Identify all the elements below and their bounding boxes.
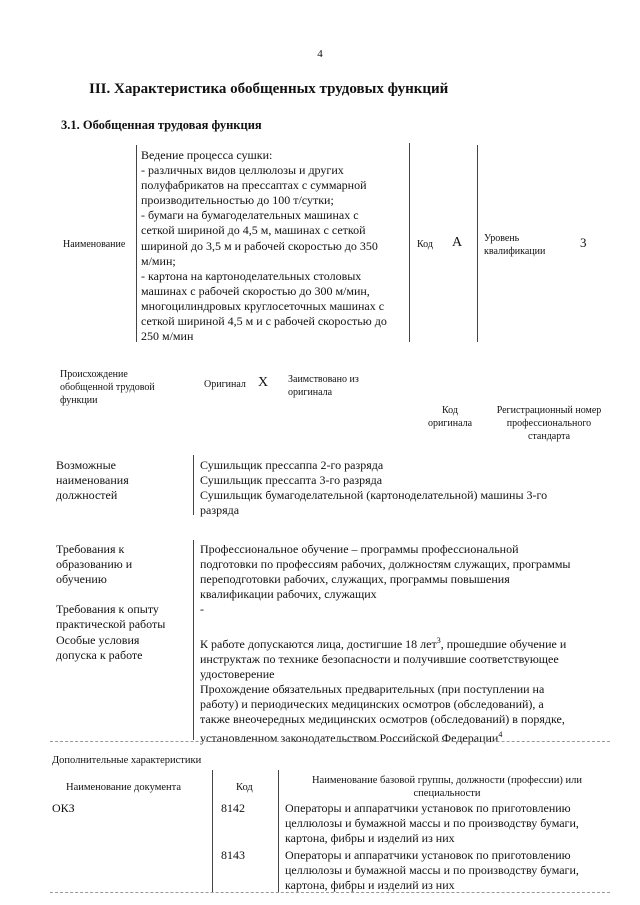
experience-value: - — [200, 602, 204, 616]
code-value: А — [452, 235, 463, 250]
additional-title: Дополнительные характеристики — [52, 755, 202, 766]
divider — [50, 741, 610, 742]
col-code-header: Код — [236, 782, 253, 793]
education-value: Профессиональное обучение – программы профессиональной подготовки по профессиям рабочих, должностям служащих, программы переподготовки рабочих, служащих, программы повышения квалификации рабочих, служащих — [200, 542, 571, 601]
table-border — [136, 145, 137, 342]
original-mark: X — [258, 375, 269, 390]
code-label: Код — [417, 239, 433, 250]
original-label: Оригинал — [204, 379, 246, 390]
table-border — [477, 145, 478, 342]
table-row-name: Операторы и аппаратчики установок по приготовлению целлюлозы и бумажной массы и по производству бумаги, картона, фибры и изделий из них — [285, 848, 579, 892]
education-label: Требования к образованию и обучению — [56, 542, 133, 586]
origin-label: Происхождение обобщенной трудовой функции — [60, 369, 155, 406]
table-border — [193, 540, 194, 740]
page-number: 4 — [317, 48, 323, 60]
table-row-doc: ОКЗ — [52, 801, 75, 815]
special-value: К работе допускаются лица, достигшие 18 лет$^3$, прошедшие обучение и инструктаж по технике безопасности и получившие соответствующее удостоверение Прохождение обязательных предварительных (при поступлении на работу) и периодических медицинских осмотров (обследований), а также внеочередных медицинских осмотров (обследований) в порядке, установленном законодательством Российской Федерации$^4$ — [200, 636, 567, 745]
table-border — [212, 770, 213, 892]
code-original-label: Код оригинала — [427, 405, 473, 429]
table-border — [278, 770, 279, 892]
special-label: Особые условия допуска к работе — [56, 633, 143, 662]
table-row-name: Операторы и аппаратчики установок по приготовлению целлюлозы и бумажной массы и по производству бумаги, картона, фибры и изделий из них — [285, 801, 579, 845]
col-name-header: Наименование базовой группы, должности (профессии) или специальности — [311, 775, 583, 799]
table-row-code: 8142 — [221, 801, 245, 815]
positions-value: Сушильщик прессаппа 2-го разряда Сушильщик прессапта 3-го разряда Сушильщик бумагоделательной (картоноделательной) машины 3-го разряда — [200, 458, 548, 517]
name-label: Наименование — [63, 239, 126, 250]
level-label: Уровень квалификации — [484, 233, 546, 257]
level-value: 3 — [580, 235, 587, 250]
subsection-title: 3.1. Обобщенная трудовая функция — [61, 118, 262, 132]
table-border — [409, 143, 410, 342]
positions-label: Возможные наименования должностей — [56, 458, 129, 502]
table-border — [193, 455, 194, 515]
borrowed-label: Заимствовано из оригинала — [288, 374, 359, 398]
function-name: Ведение процесса сушки: - различных видов целлюлозы и других полуфабрикатов на прессаптах с суммарной производительностью до 100 т/сутки; - бумаги на бумагоделательных машинах с сеткой шириной до 4,5 м, машинах с сеткой шириной до 3,5 м и рабочей скоростью до 350 м/мин; - картона на картоноделательных столовых машинах с рабочей скоростью до 300 м/мин, многоцилиндровых круглосеточных машинах с сеткой шириной 4,5 м и с рабочей скоростью до 250 м/мин — [141, 148, 387, 344]
divider — [50, 892, 610, 893]
registration-number-label: Регистрационный номер профессионального стандарта — [496, 405, 602, 442]
table-row-code: 8143 — [221, 848, 245, 862]
experience-label: Требования к опыту практической работы — [56, 602, 166, 631]
col-doc-header: Наименование документа — [66, 782, 181, 793]
section-title: III. Характеристика обобщенных трудовых функций — [89, 81, 449, 97]
